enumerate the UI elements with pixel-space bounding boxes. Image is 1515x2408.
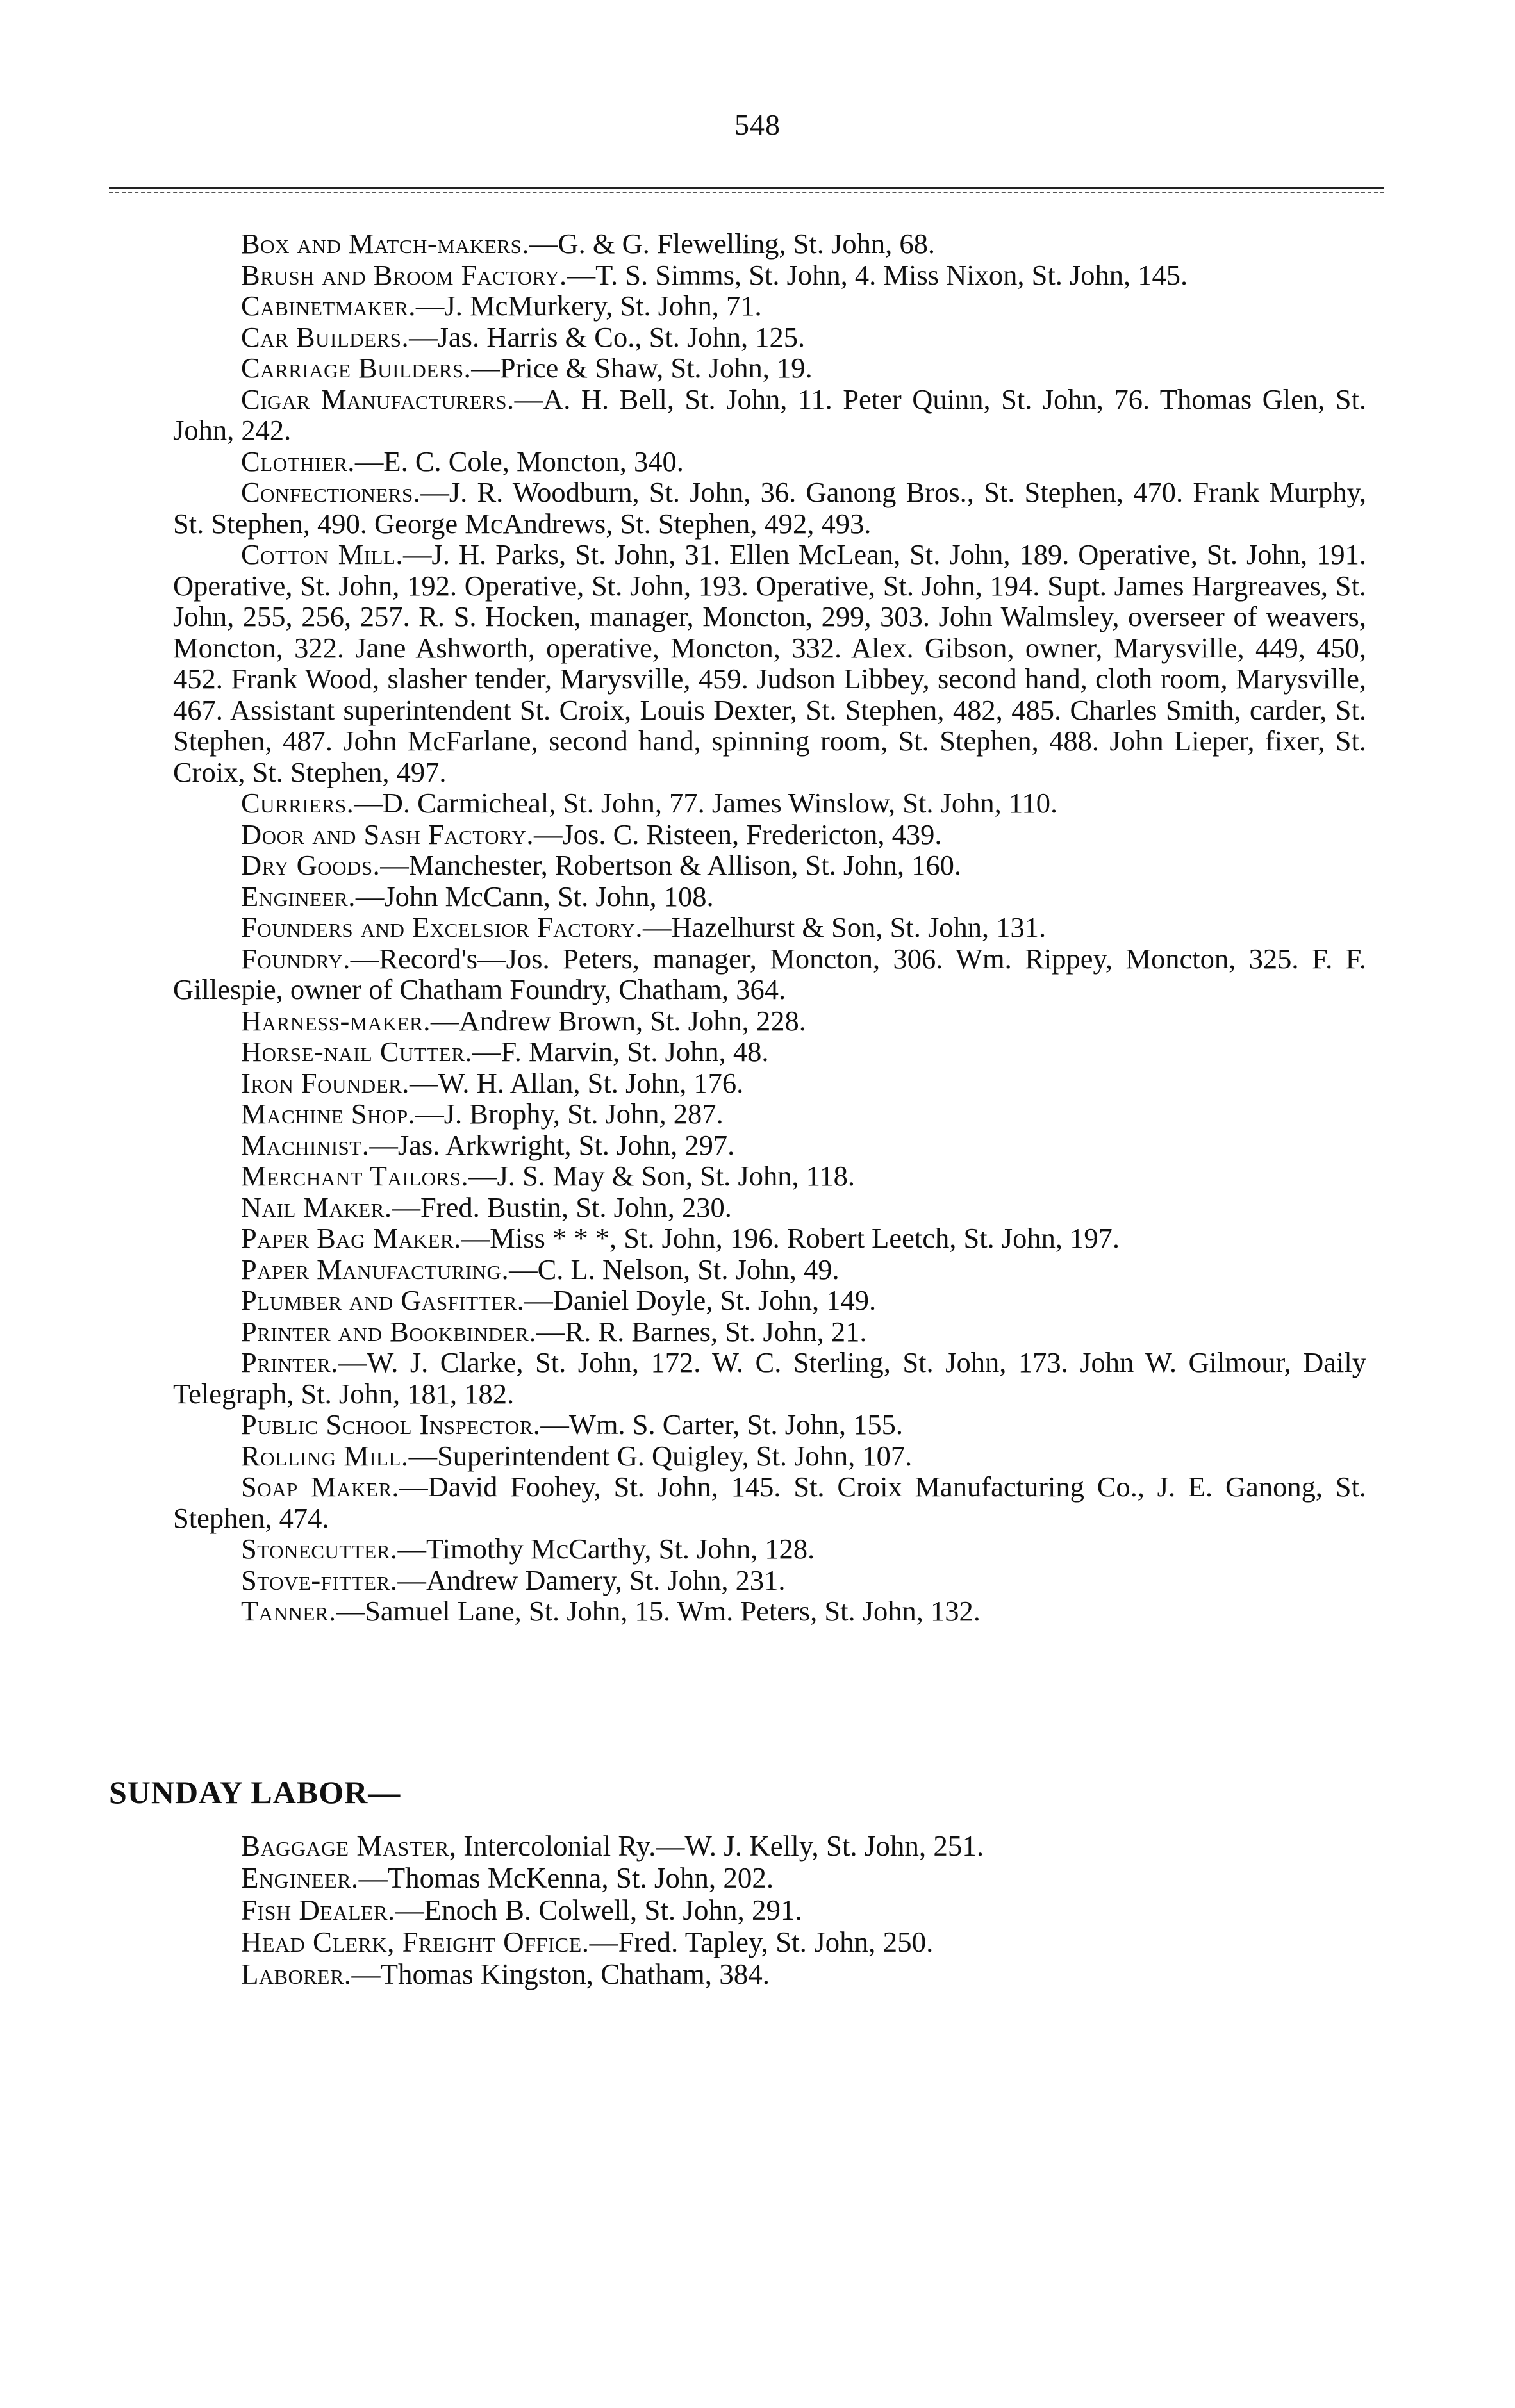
entry-cotton-mill <box>173 539 1366 788</box>
entry-heading: Head Clerk, Freight Office. <box>241 1926 590 1958</box>
entry-heading: Iron Founder. <box>241 1066 410 1099</box>
entry-curriers <box>173 788 1366 819</box>
entry-paper-manufacturing <box>173 1254 1366 1285</box>
entry-text: —W. J. Clarke, St. John, 172. W. C. Sterling, St. John, 173. John W. Gilmour, Daily Telegraph, St. John, 181, 182. <box>173 1346 1366 1410</box>
entry-heading: Laborer. <box>241 1958 352 1990</box>
entry-heading: Machine Shop. <box>241 1098 416 1130</box>
entry-heading: Carriage Builders. <box>241 352 472 384</box>
entry-fish-dealer <box>173 1894 1366 1926</box>
entry-tanner <box>173 1596 1366 1627</box>
entry-text: —T. S. Simms, St. John, 4. Miss Nixon, St. John, 145. <box>567 258 1188 291</box>
entry-text: —Enoch B. Colwell, St. John, 291. <box>395 1894 802 1926</box>
entry-paper-bag-maker <box>173 1223 1366 1254</box>
entry-heading: Cabinetmaker. <box>241 290 416 322</box>
entry-heading: Engineer. <box>241 880 356 912</box>
entry-heading: Foundry. <box>241 942 351 975</box>
entry-heading: Nail Maker. <box>241 1191 392 1223</box>
entry-heading: Engineer. <box>241 1862 359 1894</box>
entry-text: —Jos. C. Risteen, Fredericton, 439. <box>533 818 942 850</box>
entry-heading: Soap Maker. <box>241 1471 400 1503</box>
entry-horse-nail-cutter <box>173 1036 1366 1068</box>
entry-cabinetmaker <box>173 290 1366 322</box>
entry-text: —J. McMurkery, St. John, 71. <box>415 290 762 322</box>
entry-text: —Thomas Kingston, Chatham, 384. <box>351 1958 770 1990</box>
entry-text: —Fred. Bustin, St. John, 230. <box>392 1191 732 1223</box>
entry-public-school-inspector <box>173 1409 1366 1440</box>
entry-text: —David Foohey, St. John, 145. St. Croix Manufacturing Co., J. E. Ganong, St. Stephen, 474. <box>173 1471 1366 1534</box>
entry-machine-shop <box>173 1098 1366 1130</box>
entry-text: —Thomas McKenna, St. John, 202. <box>358 1862 774 1894</box>
weekday-labor-list <box>173 228 1366 1627</box>
entry-stonecutter <box>173 1533 1366 1565</box>
entry-brush-and-broom-factory <box>173 260 1366 291</box>
entry-text: —F. Marvin, St. John, 48. <box>472 1035 769 1068</box>
entry-heading: Box and Match-makers. <box>241 227 530 260</box>
entry-sunday-engineer <box>173 1862 1366 1894</box>
entry-harness-maker <box>173 1005 1366 1037</box>
entry-box-and-match-makers <box>173 228 1366 260</box>
entry-text: —Jas. Harris & Co., St. John, 125. <box>409 320 806 353</box>
header-rule-dashed <box>109 192 1384 193</box>
entry-heading: Door and Sash Factory. <box>241 818 534 850</box>
entry-heading: Brush and Broom Factory. <box>241 258 567 291</box>
entry-heading: Rolling Mill. <box>241 1439 409 1472</box>
entry-text: —Price & Shaw, St. John, 19. <box>471 352 813 384</box>
sunday-labor-heading: SUNDAY LABOR— <box>109 1774 401 1810</box>
entry-heading: Machinist. <box>241 1128 370 1161</box>
entry-text: —John McCann, St. John, 108. <box>355 880 714 912</box>
entry-car-builders <box>173 322 1366 353</box>
entry-heading: Merchant Tailors. <box>241 1160 469 1192</box>
entry-text: —Miss * * *, St. John, 196. Robert Leetch, St. John, 197. <box>461 1222 1120 1254</box>
entry-text: —J. H. Parks, St. John, 31. Ellen McLean, St. John, 189. Operative, St. John, 191. Operative, St. John, 192. Operative, St. John, 193. Operative, St. John, 194. Supt. James Hargreaves, St. John, 255, 256, 257. R. S. Hocken, manager, Moncton, 299, 303. John Walmsley, overseer of weavers, Moncton, 322. Jane Ashworth, operative, Moncton, 332. Alex. Gibson, owner, Marysville, 449, 450, 452. Frank Wood, slasher tender, Marysville, 459. Judson Libbey, second hand, cloth room, Marysville, 467. Assistant superintendent St. Croix, Louis Dexter, St. Stephen, 482, 485. Charles Smith, carder, St. Stephen, 487. John McFarlane, second hand, spinning room, St. Stephen, 488. John Lieper, fixer, St. Croix, St. Stephen, 497. <box>173 538 1367 788</box>
entry-laborer <box>173 1958 1366 1990</box>
entry-text: —J. Brophy, St. John, 287. <box>415 1098 724 1130</box>
entry-text: —Record's—Jos. Peters, manager, Moncton, 306. Wm. Rippey, Moncton, 325. F. F. Gillespie, owner of Chatham Foundry, Chatham, 364. <box>173 942 1366 1005</box>
entry-text: —J. S. May & Son, St. John, 118. <box>468 1160 855 1192</box>
entry-baggage-master <box>173 1830 1366 1862</box>
entry-heading: Stove-fitter. <box>241 1563 398 1596</box>
entry-heading: Printer. <box>241 1346 338 1378</box>
entry-text: —W. H. Allan, St. John, 176. <box>409 1066 744 1099</box>
entry-heading: Horse-nail Cutter. <box>241 1035 473 1068</box>
entry-heading: Cigar Manufacturers. <box>241 383 515 415</box>
entry-iron-founder <box>173 1068 1366 1099</box>
entry-nail-maker <box>173 1192 1366 1223</box>
entry-machinist <box>173 1130 1366 1161</box>
entry-soap-maker <box>173 1471 1366 1533</box>
entry-foundry <box>173 943 1366 1005</box>
header-rule <box>109 187 1384 189</box>
entry-heading: Baggage Master <box>241 1830 449 1862</box>
entry-heading: Stonecutter. <box>241 1533 398 1565</box>
entry-heading: Printer and Bookbinder. <box>241 1315 536 1348</box>
entry-stove-fitter <box>173 1565 1366 1596</box>
entry-text: —D. Carmicheal, St. John, 77. James Winslow, St. John, 110. <box>354 787 1058 819</box>
entry-head-clerk-freight-office <box>173 1926 1366 1958</box>
entry-heading: Fish Dealer. <box>241 1894 395 1926</box>
entry-founders-and-excelsior-factory <box>173 912 1366 943</box>
entry-dry-goods <box>173 850 1366 881</box>
entry-heading: Clothier. <box>241 445 355 477</box>
entry-text: —Hazelhurst & Son, St. John, 131. <box>643 911 1047 943</box>
entry-printer-and-bookbinder <box>173 1316 1366 1348</box>
entry-heading: Tanner. <box>241 1595 336 1627</box>
entry-heading: Cotton Mill. <box>241 538 403 570</box>
entry-text: —J. R. Woodburn, St. John, 36. Ganong Bros., St. Stephen, 470. Frank Murphy, St. Stephen, 490. George McAndrews, St. Stephen, 492, 493. <box>173 476 1366 540</box>
entry-heading: Paper Bag Maker. <box>241 1222 461 1254</box>
sunday-labor-list <box>173 1830 1366 1990</box>
entry-cigar-manufacturers <box>173 384 1366 446</box>
entry-clothier <box>173 446 1366 477</box>
entry-text: —Wm. S. Carter, St. John, 155. <box>540 1408 903 1440</box>
entry-text: —Daniel Doyle, St. John, 149. <box>524 1284 877 1316</box>
entry-rolling-mill <box>173 1440 1366 1472</box>
entry-text: —Andrew Damery, St. John, 231. <box>397 1563 786 1596</box>
entry-confectioners <box>173 477 1366 539</box>
entry-heading: Curriers. <box>241 787 354 819</box>
entry-text: —C. L. Nelson, St. John, 49. <box>509 1253 840 1285</box>
entry-text: —Timothy McCarthy, St. John, 128. <box>397 1533 815 1565</box>
entry-engineer <box>173 881 1366 912</box>
entry-carriage-builders <box>173 352 1366 384</box>
entry-text: , Intercolonial Ry.—W. J. Kelly, St. John, 251. <box>449 1830 984 1862</box>
entry-text: —E. C. Cole, Moncton, 340. <box>354 445 684 477</box>
entry-heading: Plumber and Gasfitter. <box>241 1284 525 1316</box>
entry-text: —Fred. Tapley, St. John, 250. <box>589 1926 934 1958</box>
entry-heading: Public School Inspector. <box>241 1408 541 1440</box>
entry-heading: Dry Goods. <box>241 849 381 881</box>
page-number: 548 <box>734 108 781 141</box>
entry-text: —Manchester, Robertson & Allison, St. John, 160. <box>380 849 962 881</box>
entry-text: —G. & G. Flewelling, St. John, 68. <box>529 227 935 260</box>
entry-door-and-sash-factory <box>173 819 1366 850</box>
entry-merchant-tailors <box>173 1160 1366 1192</box>
entry-text: —A. H. Bell, St. John, 11. Peter Quinn, St. John, 76. Thomas Glen, St. John, 242. <box>173 383 1366 446</box>
entry-text: —Samuel Lane, St. John, 15. Wm. Peters, St. John, 132. <box>336 1595 981 1627</box>
entry-heading: Car Builders. <box>241 320 410 353</box>
entry-heading: Founders and Excelsior Factory. <box>241 911 643 943</box>
entry-heading: Harness-maker. <box>241 1004 431 1037</box>
entry-text: —Andrew Brown, St. John, 228. <box>430 1004 806 1037</box>
entry-text: —R. R. Barnes, St. John, 21. <box>536 1315 867 1348</box>
entry-printer <box>173 1347 1366 1409</box>
entry-heading: Paper Manufacturing. <box>241 1253 509 1285</box>
entry-plumber-and-gasfitter <box>173 1285 1366 1316</box>
entry-heading: Confectioners. <box>241 476 421 508</box>
entry-text: —Superintendent G. Quigley, St. John, 107. <box>408 1439 913 1472</box>
entry-text: —Jas. Arkwright, St. John, 297. <box>369 1128 735 1161</box>
